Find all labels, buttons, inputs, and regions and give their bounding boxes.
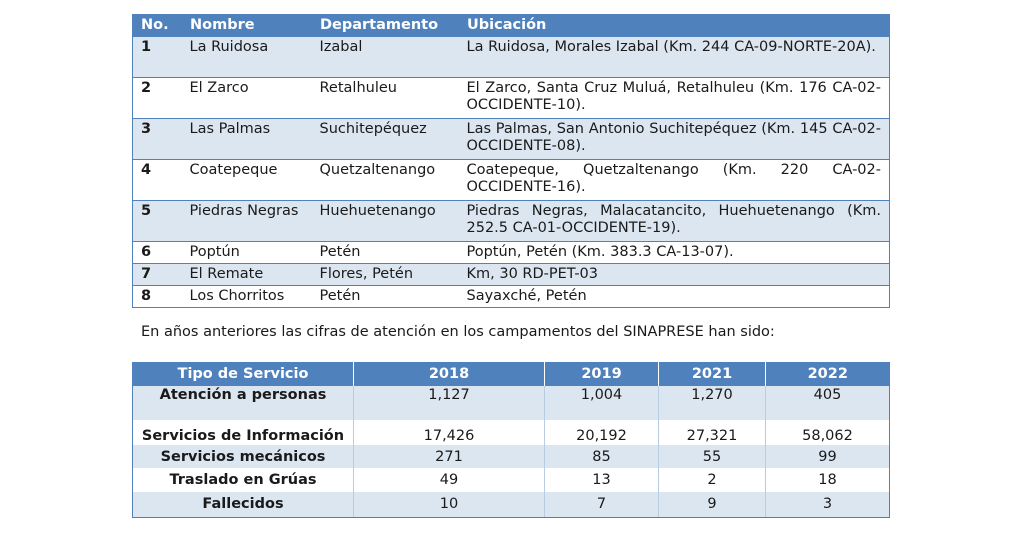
header-2019: 2019	[545, 362, 659, 386]
cell-tipo: Servicios mecánicos	[133, 445, 354, 468]
header-no: No.	[133, 15, 182, 37]
cell-nombre: El Zarco	[182, 78, 312, 119]
table-row	[133, 420, 890, 445]
cell-tipo: Servicios de Información	[133, 420, 354, 445]
cell-2021: 1,270	[659, 386, 766, 420]
cell-2022: 18	[766, 468, 890, 492]
cell-no: 6	[133, 242, 182, 264]
header-2018: 2018	[354, 362, 545, 386]
cell-departamento: Petén	[312, 286, 459, 308]
cell-departamento: Petén	[312, 242, 459, 264]
cell-nombre: Las Palmas	[182, 119, 312, 160]
cell-nombre: Poptún	[182, 242, 312, 264]
table-row	[133, 445, 890, 468]
cell-2022: 405	[766, 386, 890, 420]
cell-2022: 99	[766, 445, 890, 468]
cell-departamento: Retalhuleu	[312, 78, 459, 119]
table-row	[133, 264, 890, 286]
cell-no: 4	[133, 160, 182, 201]
table-row	[133, 201, 890, 242]
cell-nombre: Piedras Negras	[182, 201, 312, 242]
cell-2019: 13	[545, 468, 659, 492]
cell-departamento: Izabal	[312, 37, 459, 78]
header-departamento: Departamento	[312, 15, 459, 37]
cell-2018: 271	[354, 445, 545, 468]
cell-2019: 20,192	[545, 420, 659, 445]
table-row	[133, 160, 890, 201]
cell-ubicacion: Piedras Negras, Malacatancito, Huehuetenango (Km. 252.5 CA-01-OCCIDENTE-19).	[459, 201, 890, 242]
cell-nombre: Los Chorritos	[182, 286, 312, 308]
cell-no: 1	[133, 37, 182, 78]
cell-no: 7	[133, 264, 182, 286]
cell-2018: 10	[354, 492, 545, 517]
header-ubicacion: Ubicación	[459, 15, 890, 37]
table-row	[133, 119, 890, 160]
cell-ubicacion: Km, 30 RD-PET-03	[459, 264, 890, 286]
cell-2018: 17,426	[354, 420, 545, 445]
servicios-table	[132, 362, 890, 518]
cell-tipo: Atención a personas	[133, 386, 354, 420]
header-2022: 2022	[766, 362, 890, 386]
cell-2022: 3	[766, 492, 890, 517]
intro-paragraph: En años anteriores las cifras de atención en los campamentos del SINAPRESE han sido:	[141, 324, 775, 340]
table-row	[133, 286, 890, 308]
cell-departamento: Suchitepéquez	[312, 119, 459, 160]
cell-no: 3	[133, 119, 182, 160]
table-row	[133, 492, 890, 517]
cell-2022: 58,062	[766, 420, 890, 445]
table-row	[133, 242, 890, 264]
campamentos-table	[132, 14, 890, 308]
cell-2021: 55	[659, 445, 766, 468]
cell-departamento: Flores, Petén	[312, 264, 459, 286]
table-row	[133, 468, 890, 492]
cell-departamento: Huehuetenango	[312, 201, 459, 242]
cell-ubicacion: Coatepeque, Quetzaltenango (Km. 220 CA-02-OCCIDENTE-16).	[459, 160, 890, 201]
cell-nombre: El Remate	[182, 264, 312, 286]
cell-2019: 85	[545, 445, 659, 468]
cell-ubicacion: Poptún, Petén (Km. 383.3 CA-13-07).	[459, 242, 890, 264]
cell-tipo: Fallecidos	[133, 492, 354, 517]
table-row	[133, 78, 890, 119]
cell-2021: 2	[659, 468, 766, 492]
cell-2021: 27,321	[659, 420, 766, 445]
campamentos-header-row	[133, 15, 890, 37]
cell-no: 2	[133, 78, 182, 119]
cell-ubicacion: El Zarco, Santa Cruz Muluá, Retalhuleu (Km. 176 CA-02-OCCIDENTE-10).	[459, 78, 890, 119]
header-2021: 2021	[659, 362, 766, 386]
cell-2019: 1,004	[545, 386, 659, 420]
table-row	[133, 37, 890, 78]
cell-no: 5	[133, 201, 182, 242]
cell-ubicacion: Las Palmas, San Antonio Suchitepéquez (Km. 145 CA-02-OCCIDENTE-08).	[459, 119, 890, 160]
cell-2018: 1,127	[354, 386, 545, 420]
header-nombre: Nombre	[182, 15, 312, 37]
cell-2019: 7	[545, 492, 659, 517]
cell-no: 8	[133, 286, 182, 308]
cell-nombre: Coatepeque	[182, 160, 312, 201]
servicios-header-row	[133, 362, 890, 386]
cell-ubicacion: Sayaxché, Petén	[459, 286, 890, 308]
cell-departamento: Quetzaltenango	[312, 160, 459, 201]
cell-tipo: Traslado en Grúas	[133, 468, 354, 492]
cell-nombre: La Ruidosa	[182, 37, 312, 78]
table-row	[133, 386, 890, 420]
header-tipo-servicio: Tipo de Servicio	[133, 362, 354, 386]
cell-ubicacion: La Ruidosa, Morales Izabal (Km. 244 CA-09-NORTE-20A).	[459, 37, 890, 78]
cell-2018: 49	[354, 468, 545, 492]
cell-2021: 9	[659, 492, 766, 517]
